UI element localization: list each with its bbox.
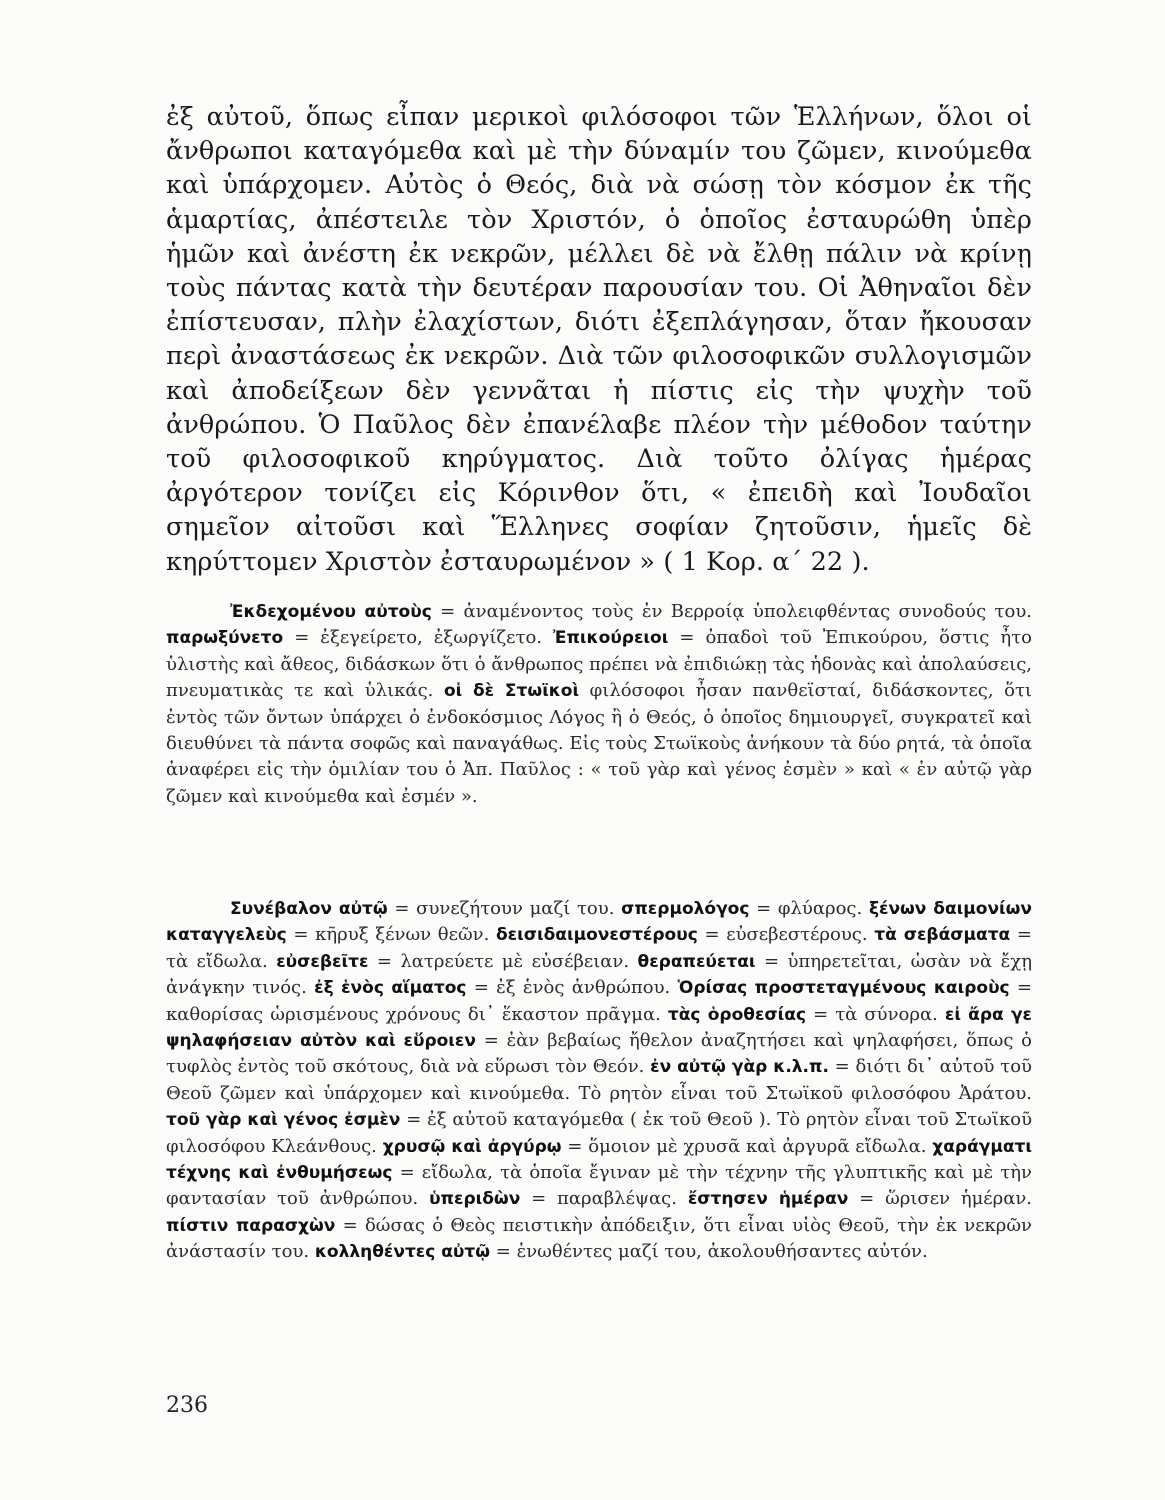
note-term: Ὁρίσας προστεταγμένους καιροὺς (677, 978, 1010, 999)
note-term: εὐσεβεῖτε (276, 951, 369, 972)
notes-block-1 (166, 599, 1032, 810)
notes-paragraph-2 (166, 896, 1032, 1266)
note-gloss: = ἑνωθέντες μαζί του, ἀκολουθήσαντες αὐτόν. (490, 1241, 928, 1263)
note-term: ἐν αὐτῷ γὰρ κ.λ.π. (650, 1057, 829, 1078)
note-gloss: = ἐὰν βεβαίως ἤθελον ἀναζητήσει καὶ ψηλαφήσει, ὅπως ὁ τυφλὸς ἐντὸς τοῦ σκότους, διὰ νὰ εὕρωσι τὸν Θεόν. (166, 1030, 1033, 1078)
note-gloss: = ἐξ αὐτοῦ καταγόμεθα ( ἐκ τοῦ Θεοῦ ). Τὸ ρητὸν εἶναι τοῦ Στωϊκοῦ φιλοσόφου Κλεάνθους. (166, 1109, 1033, 1157)
note-term: ὑπεριδὼν (429, 1189, 521, 1210)
note-gloss: = ὑπηρετεῖται, ὡσὰν νὰ ἔχῃ ἀνάγκην τινός. (166, 950, 1033, 999)
note-term: ξένων δαιμονίων καταγγελεὺς (166, 899, 1033, 946)
note-term: ἐξ ἑνὸς αἵματος (314, 978, 467, 999)
note-gloss: φιλόσοφοι ἦσαν πανθεϊσταί, διδάσκοντες, ὅτι ἐντὸς τῶν ὄντων ὑπάρχει ὁ ἐνδοκόσμιος Λόγος ἢ ὁ Θεός, ὁ ὁποῖος δημιουργεῖ, συγκρατεῖ καὶ διευθύνει τὰ πάντα σοφῶς καὶ παναγάθως. Εἰς τοὺς Στωϊκοὺς ἀνήκουν τὰ δύο ρητά, τὰ ὁποῖα ἀναφέρει εἰς τὴν ὁμιλίαν του ὁ Ἀπ. Παῦλος : « τοῦ γὰρ καὶ γένος ἐσμὲν » καὶ « ἐν αὐτῷ γὰρ ζῶμεν καὶ κινούμεθα καὶ ἐσμέν ». (166, 680, 1032, 807)
note-term: οἱ δὲ Στωϊκοὶ (443, 681, 580, 702)
note-gloss: = ἀναμένοντος τοὺς ἐν Βερροίᾳ ὑπολειφθέντας συνοδούς του. (431, 601, 1032, 622)
note-gloss: = συνεζήτουν μαζί του. (387, 898, 622, 919)
note-term: Συνέβαλον αὐτῷ (230, 899, 388, 919)
note-term: παρωξύνετο (166, 628, 284, 649)
note-term: χρυσῷ καὶ ἀργύρῳ (382, 1136, 562, 1157)
note-gloss: = καθορίσας ὡρισμένους χρόνους δι᾽ ἕκαστον πρᾶγμα. (166, 977, 1032, 1025)
note-term: κολληθέντες αὐτῷ (314, 1242, 491, 1263)
note-term: θεραπεύεται (637, 951, 756, 972)
note-term: πίστιν παρασχὼν (166, 1215, 336, 1236)
note-gloss: = τὰ σύνορα. (806, 1003, 945, 1025)
note-gloss: = τὰ εἴδωλα. (166, 924, 1032, 972)
note-gloss: = λατρεύετε μὲ εὐσέβειαν. (368, 950, 638, 972)
page-number: 236 (166, 1393, 208, 1418)
note-gloss: = ὥρισεν ἡμέραν. (848, 1188, 1033, 1210)
main-text (166, 100, 1032, 579)
note-term: τοῦ γὰρ καὶ γένος ἐσμὲν (166, 1110, 401, 1131)
note-gloss: = φλύαρος. (749, 898, 869, 919)
note-gloss: = ὀπαδοὶ τοῦ Ἐπικούρου, ὅστις ἦτο ὑλιστὴς καὶ ἄθεος, διδάσκων ὅτι ὁ ἄνθρωπος πρέπει νὰ ἐπιδιώκῃ τὰς ἡδονὰς καὶ ἀπολαύσεις, πνευματικὰς τε καὶ ὑλικάς. (166, 627, 1032, 702)
note-term: Ἐπικούρειοι (553, 628, 669, 649)
main-paragraph: ἐξ αὐτοῦ, ὅπως εἶπαν μερικοὶ φιλόσοφοι τῶν Ἑλλήνων, ὅλοι οἱ ἄνθρωποι καταγόμεθα καὶ μὲ τὴν δύναμίν του ζῶμεν, κινούμεθα καὶ ὑπάρχομεν. Αὐτὸς ὁ Θεός, διὰ νὰ σώσῃ τὸν κόσμον ἐκ τῆς ἁμαρτίας, ἀπέστειλε τὸν Χριστόν, ὁ ὁποῖος ἐσταυρώθη ὑπὲρ ἡμῶν καὶ ἀνέστη ἐκ νεκρῶν, μέλλει δὲ νὰ ἔλθῃ πάλιν νὰ κρίνῃ τοὺς πάντας κατὰ τὴν δευτέραν παρουσίαν του. Οἱ Ἀθηναῖοι δὲν ἐπίστευσαν, πλὴν ἐλαχίστων, διότι ἐξεπλάγησαν, ὅταν ἤκουσαν περὶ ἀναστάσεως ἐκ νεκρῶν. Διὰ τῶν φιλοσοφικῶν συλλογισμῶν καὶ ἀποδείξεων δὲν γεννᾶται ἡ πίστις εἰς τὴν ψυχὴν τοῦ ἀνθρώπου. Ὁ Παῦλος δὲν ἐπανέλαβε πλέον τὴν μέθοδον ταύτην τοῦ φιλοσοφικοῦ κηρύγματος. Διὰ τοῦτο ὀλίγας ἡμέρας ἀργότερον τονίζει εἰς Κόρινθον ὅτι, « ἐπειδὴ καὶ Ἰουδαῖοι σημεῖον αἰτοῦσι καὶ Ἕλληνες σοφίαν ζητοῦσιν, ἡμεῖς δὲ κηρύττομεν Χριστὸν ἐσταυρωμένον » ( 1 Κορ. α΄ 22 ). (166, 102, 1032, 577)
note-gloss: = εἴδωλα, τὰ ὁποῖα ἔγιναν μὲ τὴν τέχνην τῆς γλυπτικῆς καὶ μὲ τὴν φαντασίαν τοῦ ἀνθρώπου. (166, 1162, 1032, 1210)
note-gloss: = δώσας ὁ Θεὸς πειστικὴν ἀπόδειξιν, ὅτι εἶναι υἱὸς Θεοῦ, τὴν ἐκ νεκρῶν ἀνάστασίν του. (166, 1214, 1032, 1263)
note-gloss: = ἐξεγείρετο, ἐξωργίζετο. (283, 627, 554, 649)
note-term: Ἐκδεχομένου αὐτοὺς (230, 602, 432, 622)
note-gloss: = ἐξ ἑνὸς ἀνθρώπου. (466, 977, 678, 999)
note-gloss: = ὅμοιον μὲ χρυσᾶ καὶ ἀργυρᾶ εἴδωλα. (561, 1135, 933, 1157)
note-gloss: = κῆρυξ ξένων θεῶν. (286, 924, 496, 946)
note-term: τὰς ὁροθεσίας (667, 1004, 807, 1025)
note-gloss: = εὐσεβεστέρους. (697, 924, 875, 946)
note-term: δεισιδαιμονεστέρους (495, 925, 698, 946)
notes-paragraph-1 (166, 599, 1032, 810)
note-term: χαράγματι τέχνης καὶ ἐνθυμήσεως (166, 1136, 1032, 1184)
notes-block-2 (166, 896, 1032, 1266)
note-term: ἔστησεν ἡμέραν (687, 1189, 849, 1210)
note-term: εἰ ἄρα γε ψηλαφήσειαν αὐτὸν καὶ εὕροιεν (166, 1004, 1032, 1052)
note-term: σπερμολόγος (621, 899, 750, 919)
note-gloss: = διότι δι᾽ αὐτοῦ τοῦ Θεοῦ ζῶμεν καὶ ὑπάρχομεν καὶ κινούμεθα. Τὸ ρητὸν εἶναι τοῦ Στωϊκοῦ φιλοσόφου Ἀράτου. (166, 1056, 1032, 1104)
note-term: τὰ σεβάσματα (874, 925, 1011, 946)
note-gloss: = παραβλέψας. (520, 1188, 688, 1210)
